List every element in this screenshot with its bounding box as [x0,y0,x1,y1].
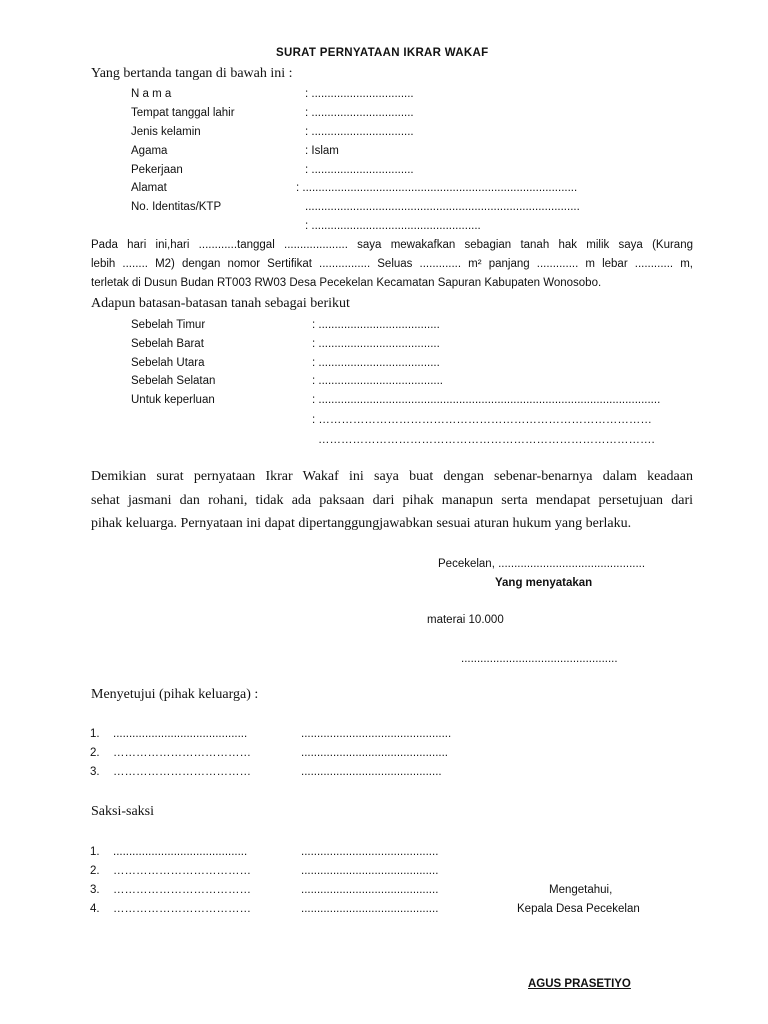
field-value-religion: : Islam [305,145,339,157]
family-name-line: .......................................... [113,728,248,740]
document-title: SURAT PERNYATAAN IKRAR WAKAF [276,47,489,59]
declaration-line-2: lebih ........ M2) dengan nomor Sertifikat ................ Seluas ............. m² panjang ............. m lebar ............ m, [91,258,693,270]
signature-declarer-label: Yang menyatakan [495,577,593,589]
boundary-label-purpose: Untuk keperluan [131,394,215,406]
witness-sign-line: ........................................... [301,884,439,896]
family-num: 2. [90,747,100,759]
family-num: 3. [90,766,100,778]
boundary-value-west: : ...................................... [312,338,440,350]
signature-line: ................................................. [461,653,618,665]
field-value-name: : ................................ [305,88,414,100]
boundary-label-north: Sebelah Utara [131,357,205,369]
field-label-religion: Agama [131,145,168,157]
village-head-position: Kepala Desa Pecekelan [517,903,640,915]
purpose-continuation-2: ……………………………………………………………………………. [318,434,655,446]
acknowledged-label: Mengetahui, [549,884,613,896]
declaration-line-3: terletak di Dusun Budan RT003 RW03 Desa Pecekelan Kecamatan Sapuran Kabupaten Wonosobo. [91,277,602,289]
field-value-address: : ...................................................................................... [296,182,578,194]
family-sign-line: .............................................. [301,747,448,759]
family-heading: Menyetujui (pihak keluarga) : [91,687,259,702]
family-name-line: ……………………………… [113,747,251,759]
stamp-duty-label: materai 10.000 [427,614,504,626]
boundaries-heading: Adapun batasan-batasan tanah sebagai berikut [91,296,350,311]
field-label-id: No. Identitas/KTP [131,201,222,213]
field-label-occupation: Pekerjaan [131,164,183,176]
witness-num: 4. [90,903,100,915]
boundary-label-east: Sebelah Timur [131,319,206,331]
witness-name-line: .......................................... [113,846,248,858]
witness-sign-line: ........................................... [301,903,439,915]
witness-name-line: ……………………………… [113,865,251,877]
village-head-name: AGUS PRASETIYO [528,978,631,990]
field-value-gender: : ................................ [305,126,414,138]
witness-sign-line: ........................................... [301,846,439,858]
family-sign-line: ............................................... [301,728,452,740]
witness-num: 3. [90,884,100,896]
field-value-birth: : ................................ [305,107,414,119]
witness-num: 1. [90,846,100,858]
boundary-value-south: : ....................................... [312,375,443,387]
family-name-line: ……………………………… [113,766,251,778]
witness-num: 2. [90,865,100,877]
boundary-value-purpose: : ........................................................................................................... [312,394,661,406]
intro-text: Yang bertanda tangan di bawah ini : [91,66,293,81]
closing-line-3: pihak keluarga. Pernyataan ini dapat dipertanggungjawabkan sesuai aturan hukum yang berlaku. [91,516,632,531]
purpose-continuation-1: : …………………………………………………………………………… [312,414,652,426]
field-value-extra: : ..................................................... [305,220,481,232]
boundary-value-east: : ...................................... [312,319,440,331]
witness-name-line: ……………………………… [113,903,251,915]
field-value-occupation: : ................................ [305,164,414,176]
witness-name-line: ……………………………… [113,884,251,896]
closing-line-1: Demikian surat pernyataan Ikrar Wakaf ini saya buat dengan sebenar-benarnya dalam keadaan [91,469,693,484]
field-value-id: ...................................................................................... [305,201,580,213]
closing-line-2: sehat jasmani dan rohani, tidak ada paksaan dari pihak manapun serta mendapat persetujuan dari [91,493,693,508]
boundary-value-north: : ...................................... [312,357,440,369]
field-label-gender: Jenis kelamin [131,126,201,138]
declaration-line-1: Pada hari ini,hari ............tanggal .................... saya mewakafkan sebagian tanah hak milik saya (Kurang [91,239,693,251]
witness-sign-line: ........................................... [301,865,439,877]
signature-place-date: Pecekelan, .............................................. [438,558,646,570]
field-label-name: N a m a [131,88,172,100]
field-label-address: Alamat [131,182,167,194]
boundary-label-west: Sebelah Barat [131,338,204,350]
field-label-birth: Tempat tanggal lahir [131,107,235,119]
witness-heading: Saksi-saksi [91,804,154,819]
family-sign-line: ............................................ [301,766,442,778]
boundary-label-south: Sebelah Selatan [131,375,216,387]
family-num: 1. [90,728,100,740]
